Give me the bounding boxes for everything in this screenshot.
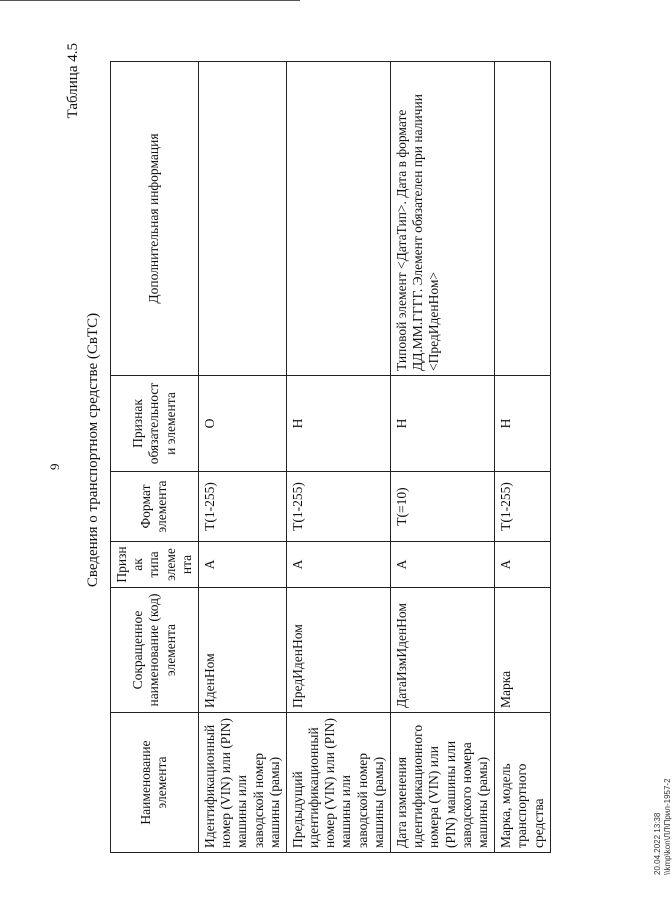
table-row [286,62,390,853]
cell-type: А [286,542,390,588]
cell-code: ИденНом [198,588,286,713]
cell-required: Н [286,376,390,472]
cell-name: Марка, модель транспортного средства [495,713,551,853]
header-format: Формат элемента [111,472,199,542]
cell-code: ДатаИзмИденНом [391,588,495,713]
cell-code: Марка [495,588,551,713]
header-name: Наименование элемента [111,713,199,853]
table-header-row [111,62,199,853]
header-info: Дополнительная информация [111,62,199,376]
cell-format: T(1-255) [286,472,390,542]
header-code: Сокращенное наименование (код) элемента [111,588,199,713]
cell-required: О [198,376,286,472]
table-title: Сведения о транспортном средстве (СвТС) [85,312,101,588]
cell-name: Предыдущий идентификационный номер (VIN) или (PIN) машины или заводской номер машины (рамы) [286,713,390,853]
cell-type: А [198,542,286,588]
cell-type: А [495,542,551,588]
table-row [495,62,551,853]
top-rule [0,0,300,1]
page-number: 9 [47,463,62,470]
cell-info: Типовой элемент <ДатаТип>. Дата в формате ДД.ММ.ГГГГ. Элемент обязателен при наличии <ПредИденНом> [391,62,495,376]
data-table [110,61,551,853]
cell-name: Дата изменения идентификационного номера (VIN) или (PIN) машины или заводского номера машины (рамы) [391,713,495,853]
cell-required: Н [391,376,495,472]
header-type: Признак типа элемента [111,542,199,588]
cell-info [286,62,390,376]
table-row [391,62,495,853]
cell-code: ПредИденНом [286,588,390,713]
cell-format: T(1-255) [495,472,551,542]
cell-info [495,62,551,376]
footer-date: 20.04.2022 13:38 [653,812,662,875]
cell-required: Н [495,376,551,472]
header-required: Признак обязательности элемента [111,376,199,472]
cell-type: А [391,542,495,588]
table-caption: Таблица 4.5 [65,43,81,119]
footer-path: \\kmp\kon\ЛЛ\Прил-1957-2 [662,778,672,875]
table-row [198,62,286,853]
cell-info [198,62,286,376]
rotated-page [45,15,672,885]
cell-format: T(1-255) [198,472,286,542]
cell-format: T(=10) [391,472,495,542]
footer-stamp [653,778,672,875]
cell-name: Идентификационный номер (VIN) или (PIN) машины или заводской номер машины (рамы) [198,713,286,853]
